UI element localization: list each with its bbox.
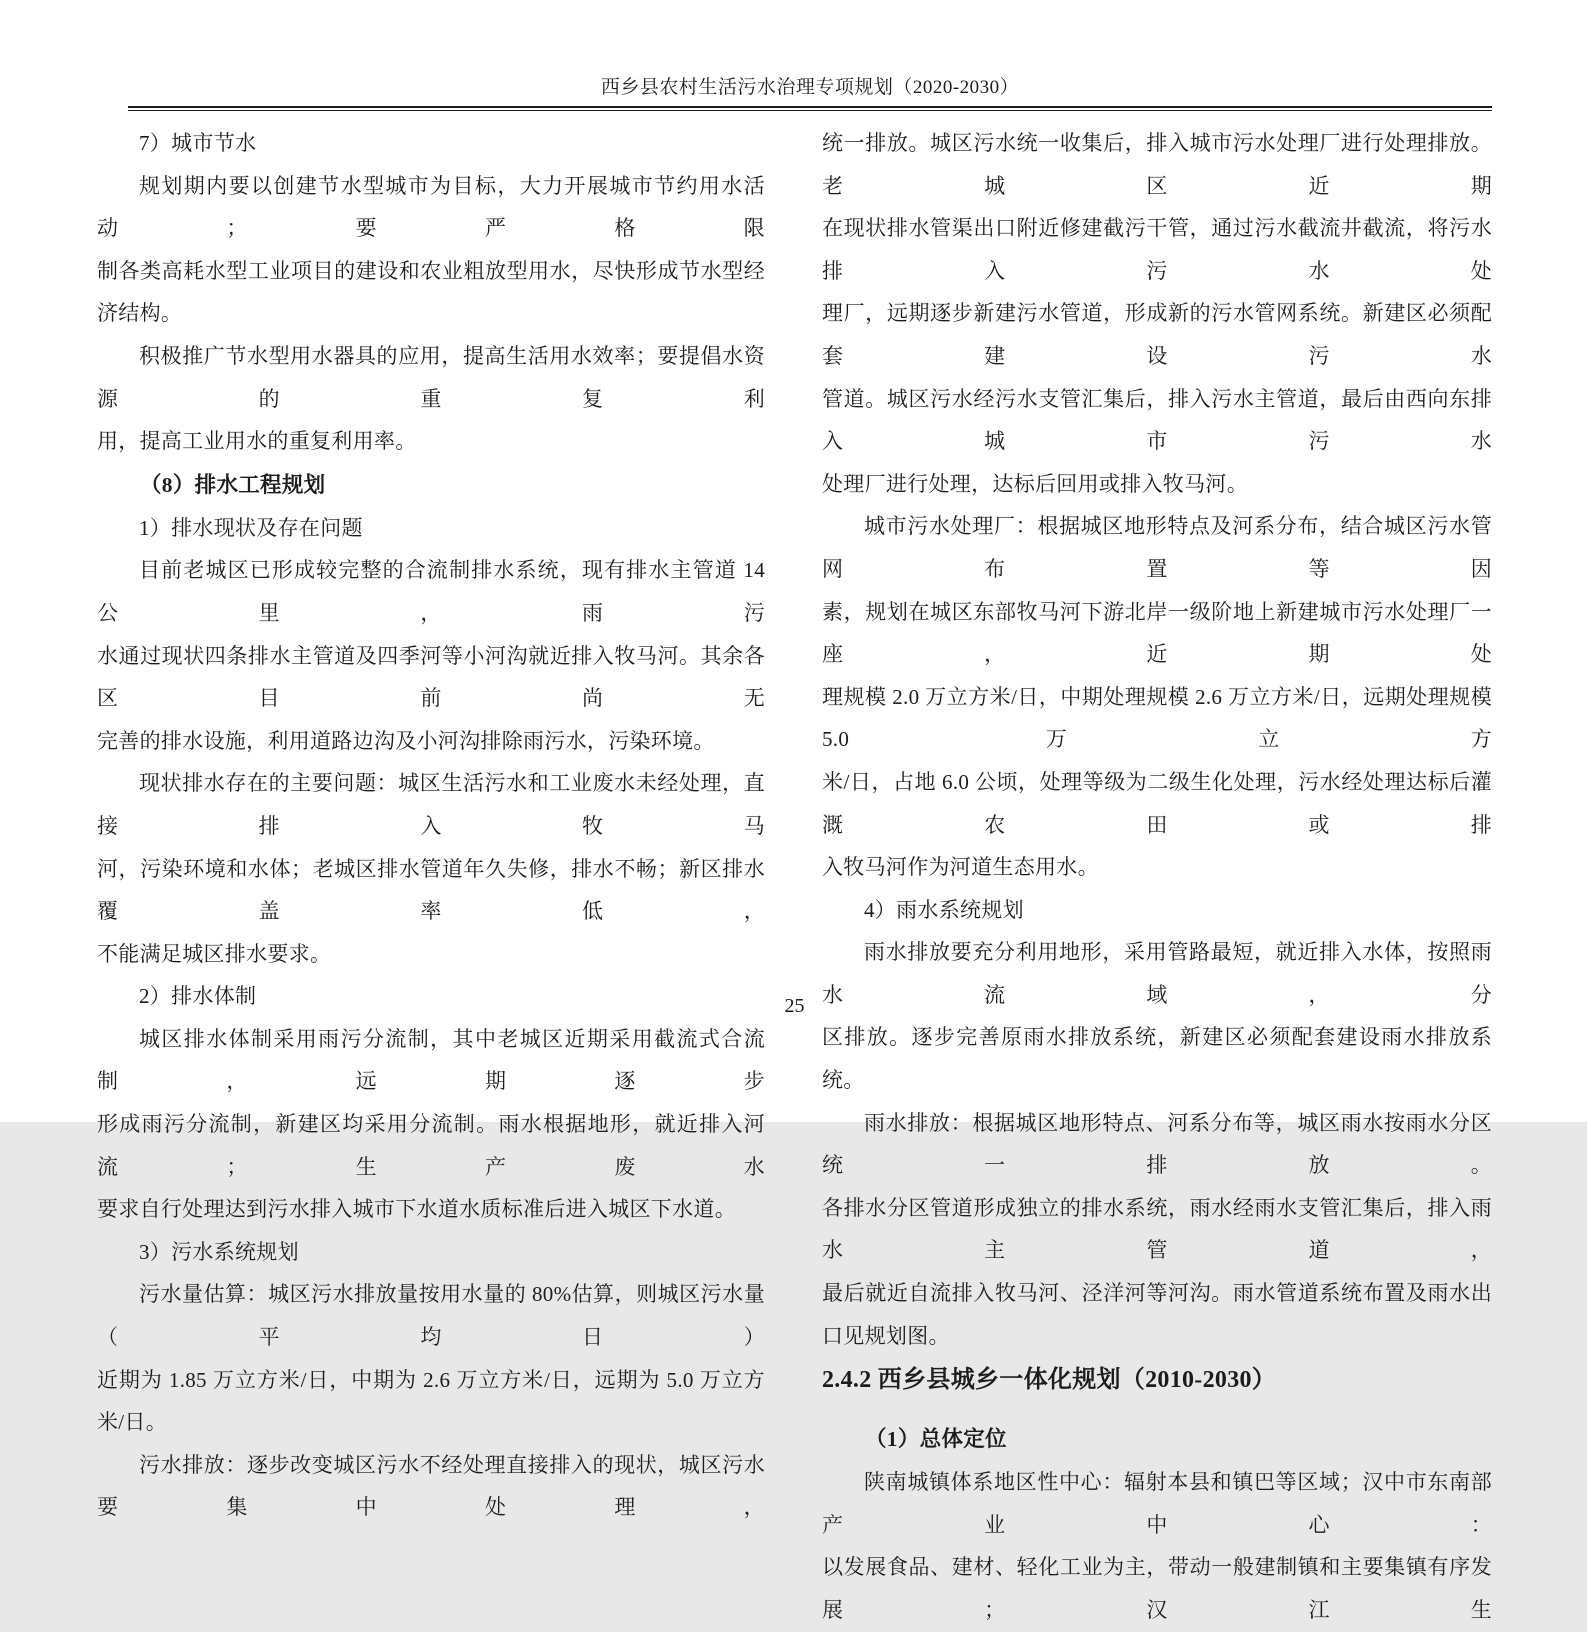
numbered-heading: 3）污水系统规划 (139, 1239, 299, 1264)
paragraph-line: 制各类高耗水型工业项目的建设和农业粗放型用水，尽快形成节水型经济结构。 (97, 258, 765, 326)
paragraph-line: 陕南城镇体系地区性中心：辐射本县和镇巴等区域；汉中市东南部产业中心： (822, 1470, 1492, 1537)
right-column (822, 122, 1492, 1632)
paragraph-line: 河，污染环境和水体；老城区排水管道年久失修，排水不畅；新区排水覆盖率低， (97, 856, 765, 924)
paragraph-line: 积极推广节水型用水器具的应用，提高生活用水效率；要提倡水资源的重复利 (97, 343, 765, 411)
paragraph-line: 素，规划在城区东部牧马河下游北岸一级阶地上新建城市污水处理厂一座，近期处 (822, 599, 1492, 667)
paragraph-line: 在现状排水管渠出口附近修建截污干管，通过污水截流井截流，将污水排入污水处 (822, 216, 1492, 283)
paragraph-line: 目前老城区已形成较完整的合流制排水系统，现有排水主管道 14 公里，雨污 (97, 558, 765, 625)
paragraph-line: 完善的排水设施，利用道路边沟及小河沟排除雨污水，污染环境。 (97, 728, 715, 753)
numbered-heading: 1）排水现状及存在问题 (139, 515, 363, 540)
paragraph-line: 入牧马河作为河道生态用水。 (822, 855, 1099, 880)
paragraph-line: 各排水分区管道形成独立的排水系统，雨水经雨水支管汇集后，排入雨水主管道， (822, 1195, 1492, 1263)
paragraph-line: 污水排放：逐步改变城区污水不经处理直接排入的现状，城区污水要集中处理， (97, 1452, 765, 1520)
page-number: 25 (784, 995, 805, 1017)
paragraph-line: 管道。城区污水经污水支管汇集后，排入污水主管道，最后由西向东排入城市污水 (822, 386, 1492, 454)
paragraph-line: 近期为 1.85 万立方米/日，中期为 2.6 万立方米/日，远期为 5.0 万立方米/日。 (97, 1367, 765, 1435)
paragraph-line: 雨水排放：根据城区地形特点、河系分布等，城区雨水按雨水分区统一排放。 (822, 1110, 1492, 1178)
paragraph-line: 要求自行处理达到污水排入城市下水道水质标准后进入城区下水道。 (97, 1197, 736, 1222)
paragraph-line: 统一排放。城区污水统一收集后，排入城市污水处理厂进行处理排放。老城区近期 (822, 131, 1492, 198)
left-column (97, 122, 765, 1529)
subsection-heading: （8）排水工程规划 (140, 472, 326, 497)
paragraph-line: 用，提高工业用水的重复利用率。 (97, 429, 417, 454)
paragraph-line: 城区排水体制采用雨污分流制，其中老城区近期采用截流式合流制，远期逐步 (97, 1026, 765, 1094)
section-heading: 2.4.2 西乡县城乡一体化规划（2010-2030） (822, 1367, 1277, 1394)
numbered-heading: 7）城市节水 (139, 131, 257, 155)
paragraph-line: 米/日，占地 6.0 公顷，处理等级为二级生化处理，污水经处理达标后灌溉农田或排 (822, 769, 1492, 837)
paragraph-line: 规划期内要以创建节水型城市为目标，大力开展城市节约用水活动；要严格限 (97, 173, 765, 241)
paragraph-line: 理规模 2.0 万立方米/日，中期处理规模 2.6 万立方米/日，远期处理规模 5.0 万立方 (822, 684, 1492, 752)
paragraph-line: 城市污水处理厂：根据城区地形特点及河系分布，结合城区污水管网布置等因 (822, 514, 1492, 581)
numbered-heading: 4）雨水系统规划 (864, 897, 1024, 922)
paragraph-line: 区排放。逐步完善原雨水排放系统，新建区必须配套建设雨水排放系统。 (822, 1025, 1492, 1093)
paragraph-line: 污水量估算：城区污水排放量按用水量的 80%估算，则城区污水量（平均日） (97, 1282, 765, 1350)
paragraph-line: 以发展食品、建材、轻化工业为主，带动一般建制镇和主要集镇有序发展；汉江生 (822, 1555, 1492, 1622)
paragraph-line: 理厂，远期逐步新建污水管道，形成新的污水管网系统。新建区必须配套建设污水 (822, 301, 1492, 368)
subsection-heading: （1）总体定位 (865, 1427, 1007, 1452)
paragraph-line: 雨水排放要充分利用地形，采用管路最短，就近排入水体，按照雨水流域，分 (822, 940, 1492, 1007)
paragraph-line: 水通过现状四条排水主管道及四季河等小河沟就近排入牧马河。其余各区目前尚无 (97, 643, 765, 711)
paragraph-line: 处理厂进行处理，达标后回用或排入牧马河。 (822, 471, 1248, 496)
paragraph-line: 不能满足城区排水要求。 (97, 941, 332, 966)
page-header-title: 西乡县农村生活污水治理专项规划（2020-2030） (600, 77, 1020, 98)
paragraph-line: 现状排水存在的主要问题：城区生活污水和工业废水未经处理，直接排入牧马 (97, 771, 765, 838)
numbered-heading: 2）排水体制 (139, 984, 257, 1009)
paragraph-line: 形成雨污分流制，新建区均采用分流制。雨水根据地形，就近排入河流；生产废水 (97, 1112, 765, 1179)
paragraph-line: 最后就近自流排入牧马河、泾洋河等河沟。雨水管道系统布置及雨水出口见规划图。 (822, 1281, 1492, 1348)
header-rule (128, 106, 1492, 111)
